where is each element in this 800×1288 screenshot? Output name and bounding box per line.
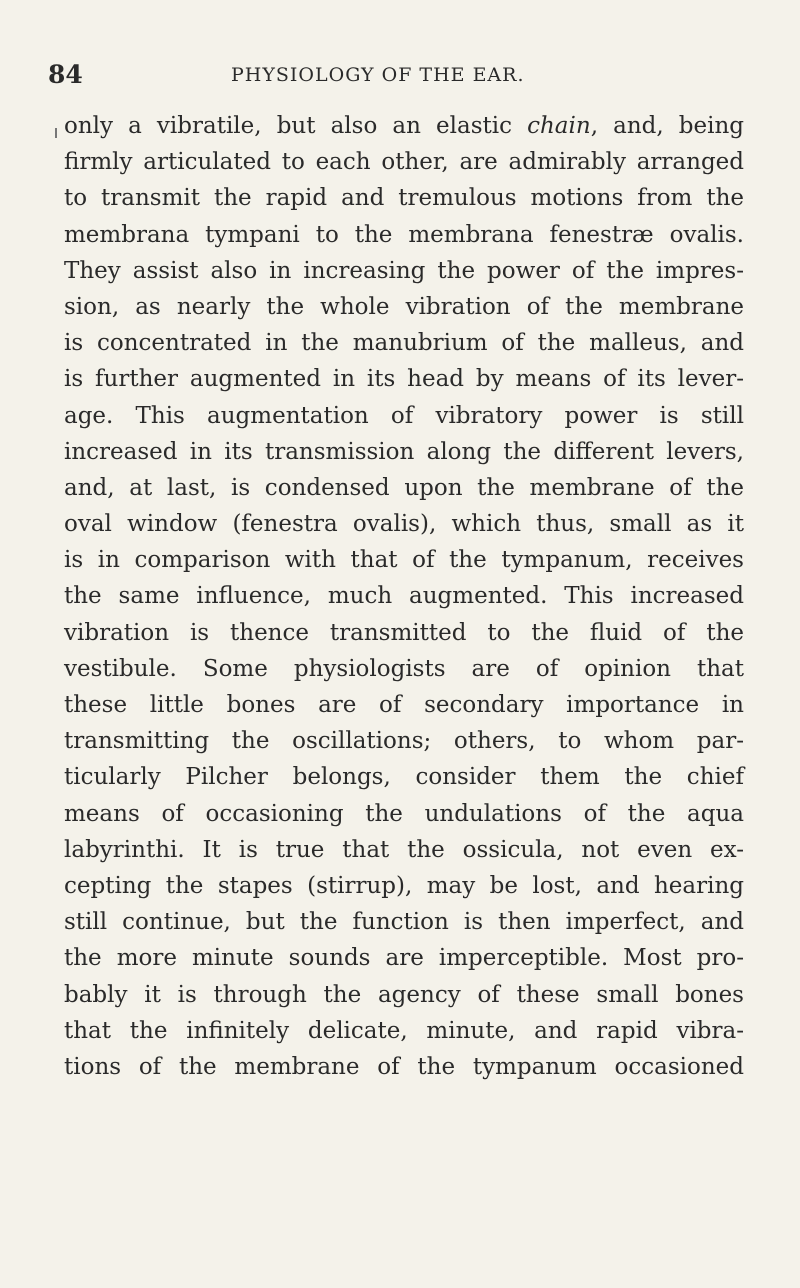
- text-segment: the same influence, much augmented. This increased: [64, 583, 744, 610]
- text-segment: is concentrated in the manubrium of the malleus, and: [64, 330, 744, 357]
- text-line: [64, 687, 744, 723]
- text-line: [64, 615, 744, 651]
- text-line: [64, 217, 744, 253]
- text-segment: tions of the membrane of the tympanum occasioned: [64, 1053, 744, 1080]
- margin-mark: [55, 128, 57, 138]
- text-line: [64, 253, 744, 289]
- text-line: [64, 108, 744, 144]
- text-line: [64, 578, 744, 614]
- text-segment: firmly articulated to each other, are admirably arranged: [64, 149, 744, 176]
- text-line: [64, 542, 744, 578]
- text-line: [64, 289, 744, 325]
- text-segment: that the infinitely delicate, minute, and rapid vibra-: [64, 1017, 744, 1044]
- text-line: [64, 1049, 744, 1085]
- text-line: [64, 832, 744, 868]
- text-line: [64, 325, 744, 361]
- text-segment: these little bones are of secondary importance in: [64, 692, 744, 718]
- text-line: [64, 398, 744, 434]
- text-segment: vibration is thence transmitted to the fluid of the: [64, 619, 744, 646]
- text-segment: transmitting the oscillations; others, to whom par-: [64, 728, 744, 755]
- text-segment: age. This augmentation of vibratory power is still: [64, 402, 744, 429]
- text-line: [64, 796, 744, 832]
- text-segment: is in comparison with that of the tympanum, receives: [64, 547, 744, 574]
- italic-word: chain: [527, 113, 591, 139]
- text-segment: , and, being: [590, 113, 744, 139]
- text-line: [64, 180, 744, 216]
- text-line: [64, 759, 744, 795]
- text-line: [64, 144, 744, 180]
- text-segment: cepting the stapes (stirrup), may be lost, and hearing: [64, 872, 744, 899]
- text-segment: to transmit the rapid and tremulous motions from the: [64, 185, 744, 212]
- text-segment: sion, as nearly the whole vibration of the membrane: [64, 293, 744, 320]
- text-line: [64, 723, 744, 759]
- text-segment: bably it is through the agency of these small bones: [64, 981, 744, 1008]
- page-number: 84: [48, 60, 83, 89]
- text-line: [64, 434, 744, 470]
- text-segment: They assist also in increasing the power of the impres-: [64, 257, 744, 284]
- text-line: [64, 506, 744, 542]
- text-line: [64, 940, 744, 976]
- text-line: [64, 904, 744, 940]
- text-line: [64, 651, 744, 687]
- text-segment: still continue, but the function is then imperfect, and: [64, 909, 744, 936]
- text-segment: ticularly Pilcher belongs, consider them the chief: [64, 764, 744, 791]
- text-line: [64, 868, 744, 904]
- text-segment: oval window (fenestra ovalis), which thus, small as it: [64, 511, 744, 538]
- text-line: [64, 977, 744, 1013]
- text-segment: increased in its transmission along the different levers,: [64, 438, 744, 465]
- text-segment: vestibule. Some physiologists are of opinion that: [64, 655, 744, 682]
- running-title: PHYSIOLOGY OF THE EAR.: [231, 64, 525, 86]
- text-segment: only a vibratile, but also an elastic: [64, 113, 528, 139]
- text-segment: the more minute sounds are imperceptible. Most pro-: [64, 945, 744, 972]
- text-line: [64, 470, 744, 506]
- body-text: [64, 108, 744, 1085]
- text-segment: and, at last, is condensed upon the membrane of the: [64, 474, 744, 501]
- text-segment: membrana tympani to the membrana fenestræ ovalis.: [64, 221, 744, 248]
- text-segment: is further augmented in its head by means of its lever-: [64, 366, 744, 393]
- text-line: [64, 361, 744, 397]
- page-header: [48, 60, 768, 94]
- text-line: [64, 1013, 744, 1049]
- text-segment: means of occasioning the undulations of the aqua: [64, 800, 744, 827]
- text-segment: labyrinthi. It is true that the ossicula, not even ex-: [64, 836, 744, 863]
